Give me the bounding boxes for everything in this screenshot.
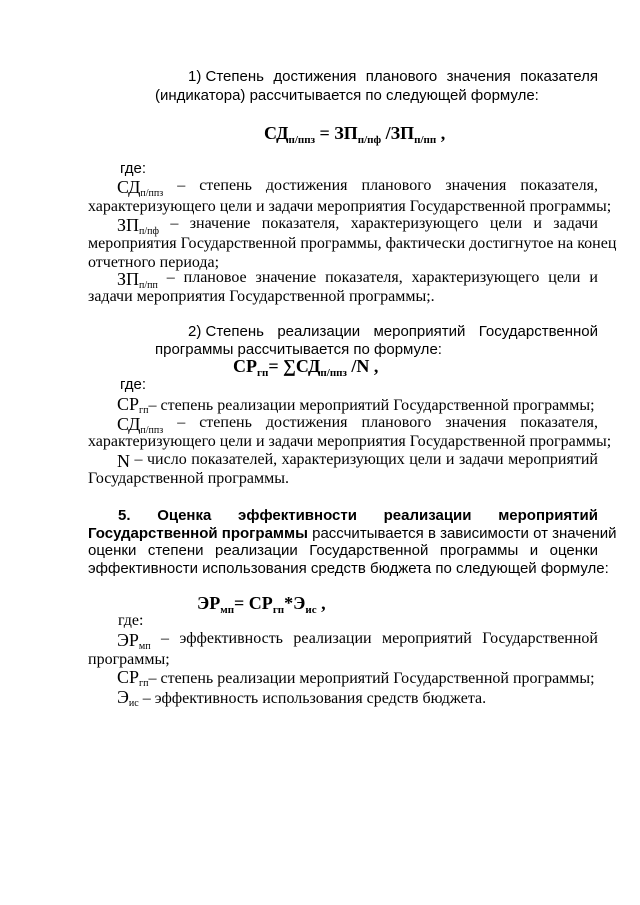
s1-def1-line2: характеризующего цели и задачи мероприятия Государственной программы; bbox=[88, 198, 612, 215]
word: значение bbox=[255, 269, 317, 286]
s1-def3-line2: задачи мероприятия Государственной программы;. bbox=[88, 288, 435, 305]
formula-part: , bbox=[436, 123, 446, 143]
s5-line2 bbox=[88, 525, 617, 543]
word: значения bbox=[445, 414, 507, 431]
word: оценки bbox=[549, 542, 598, 559]
symbol-text: ЗП bbox=[117, 269, 140, 289]
symbol bbox=[117, 414, 163, 435]
word: мероприятий bbox=[373, 323, 466, 340]
formula-sub: ис bbox=[305, 604, 317, 616]
word: степень bbox=[199, 414, 252, 431]
word: мероприятий bbox=[382, 630, 472, 647]
word: цели bbox=[489, 215, 523, 232]
word: оценки bbox=[88, 542, 137, 559]
formula-sub: мп bbox=[220, 604, 235, 616]
word: число bbox=[147, 451, 187, 468]
word: характеризующего bbox=[350, 215, 479, 232]
s1-def3-line1 bbox=[117, 269, 598, 290]
word: и bbox=[533, 215, 542, 232]
symbol-sub: гп bbox=[139, 405, 149, 416]
word: достижения bbox=[265, 177, 348, 194]
s2-def1 bbox=[117, 395, 595, 415]
word: значение bbox=[189, 215, 251, 232]
word: значения bbox=[446, 68, 511, 85]
s2-def3-line1 bbox=[117, 451, 598, 472]
symbol bbox=[117, 177, 163, 198]
text: рассчитывается в зависимости от значений bbox=[307, 525, 617, 542]
s5-line4: эффективности использования средств бюджета по следующей формуле: bbox=[88, 560, 609, 577]
word: и bbox=[589, 269, 598, 286]
bold-text: Государственной программы bbox=[88, 525, 308, 542]
symbol-text: СД bbox=[117, 414, 141, 434]
word: – bbox=[161, 630, 170, 647]
formula-sub: гп bbox=[272, 604, 285, 616]
symbol-sub: гп bbox=[139, 678, 149, 689]
definition-text: – степень реализации мероприятий Государственной программы; bbox=[148, 397, 595, 414]
s1-def2-line2: мероприятия Государственной программы, фактически достигнутое на конец bbox=[88, 235, 617, 252]
symbol-text: СР bbox=[117, 394, 140, 414]
word: мероприятий bbox=[508, 451, 598, 468]
s1-def1-line1 bbox=[117, 177, 598, 198]
s2-intro-line2: программы рассчитывается по формуле: bbox=[155, 341, 442, 358]
symbol bbox=[117, 394, 148, 414]
word: эффективность bbox=[179, 630, 283, 647]
word: планового bbox=[361, 414, 432, 431]
word: планового bbox=[365, 68, 438, 85]
formula-part: *Э bbox=[284, 593, 306, 613]
s1-where: где: bbox=[120, 160, 147, 177]
word: и bbox=[529, 542, 539, 559]
word: показателя, bbox=[261, 215, 340, 232]
word: показателя, bbox=[520, 177, 598, 194]
formula-part: ЭР bbox=[197, 593, 221, 613]
word: реализации bbox=[293, 630, 372, 647]
s5-def2 bbox=[117, 668, 595, 688]
symbol-text: ЭР bbox=[117, 630, 139, 650]
s1-formula bbox=[264, 123, 446, 146]
formula-sub: п/ппз bbox=[288, 134, 315, 146]
word: достижения bbox=[273, 68, 357, 85]
symbol bbox=[117, 215, 159, 236]
formula-part: /N , bbox=[346, 356, 379, 376]
word: – bbox=[177, 414, 186, 431]
word: степени bbox=[147, 542, 204, 559]
word: показателя, bbox=[520, 414, 598, 431]
word: цели bbox=[548, 269, 581, 286]
formula-part: /ЗП bbox=[381, 123, 415, 143]
section-number: 5. bbox=[118, 507, 131, 524]
word: 1) Степень bbox=[188, 68, 264, 85]
s5-def1-line1 bbox=[117, 630, 598, 651]
symbol-text: ЗП bbox=[117, 215, 140, 235]
s2-where: где: bbox=[120, 376, 147, 393]
word: характеризующего bbox=[411, 269, 540, 286]
s1-def2-line1 bbox=[117, 215, 598, 236]
word: Государственной bbox=[478, 323, 598, 340]
word: Государственной bbox=[482, 630, 598, 647]
symbol-sub: п/ппз bbox=[140, 188, 164, 199]
symbol-sub: п/ппз bbox=[140, 425, 164, 436]
formula-part: СР bbox=[233, 356, 257, 376]
word: – bbox=[177, 177, 186, 194]
word: – bbox=[134, 451, 143, 468]
symbol bbox=[117, 630, 151, 651]
word: – bbox=[166, 269, 175, 286]
word: программы bbox=[439, 542, 519, 559]
formula-part: = СР bbox=[234, 593, 273, 613]
s2-def2-line2: характеризующего цели и задачи мероприятия Государственной программы; bbox=[88, 433, 612, 450]
definition-text: – степень реализации мероприятий Государственной программы; bbox=[148, 670, 595, 687]
symbol-sub: п/пф bbox=[139, 226, 159, 237]
symbol-text: СД bbox=[117, 177, 141, 197]
symbol bbox=[117, 667, 148, 687]
word: мероприятий bbox=[498, 507, 598, 524]
s2-formula bbox=[233, 356, 379, 379]
word: Оценка bbox=[157, 507, 212, 524]
s5-def3 bbox=[117, 688, 486, 708]
formula-sub: п/пф bbox=[357, 134, 382, 146]
formula-sub: п/ппз bbox=[320, 367, 347, 379]
formula-part: = ЗП bbox=[315, 123, 358, 143]
s1-def2-line3: отчетного периода; bbox=[88, 254, 220, 271]
s5-where: где: bbox=[118, 612, 144, 629]
word: характеризующих bbox=[281, 451, 405, 468]
symbol bbox=[117, 687, 139, 707]
s5-line3 bbox=[88, 542, 598, 559]
s2-intro-line1 bbox=[188, 323, 598, 340]
symbol-sub: п/пп bbox=[139, 280, 158, 291]
word: и bbox=[445, 451, 455, 468]
s2-def2-line1 bbox=[117, 414, 598, 435]
word: значения bbox=[445, 177, 507, 194]
word: показателя, bbox=[325, 269, 403, 286]
word: плановое bbox=[183, 269, 247, 286]
symbol: N bbox=[117, 451, 130, 471]
word: реализации bbox=[383, 507, 472, 524]
symbol-sub: мп bbox=[138, 641, 151, 652]
word: показателя bbox=[520, 68, 598, 85]
word: – bbox=[170, 215, 179, 232]
formula-part: , bbox=[316, 593, 326, 613]
symbol-text: Э bbox=[117, 687, 129, 707]
s5-def1-line2: программы; bbox=[88, 651, 170, 668]
word: показателей, bbox=[191, 451, 278, 468]
formula-sub: гп bbox=[257, 367, 269, 379]
word: задачи bbox=[553, 215, 598, 232]
s2-def3-line2: Государственной программы. bbox=[88, 470, 289, 487]
word: эффективности bbox=[238, 507, 357, 524]
word: цели bbox=[409, 451, 442, 468]
word: степень bbox=[199, 177, 252, 194]
word: планового bbox=[361, 177, 432, 194]
definition-text: – эффективность использования средств бюджета. bbox=[138, 690, 487, 707]
s1-intro-line1 bbox=[188, 68, 598, 85]
symbol-sub: ис bbox=[128, 698, 139, 709]
s5-formula bbox=[197, 593, 326, 616]
formula-part: СД bbox=[264, 123, 289, 143]
word: реализации bbox=[214, 542, 298, 559]
symbol bbox=[117, 269, 158, 290]
formula-sub: п/пп bbox=[414, 134, 437, 146]
word: реализации bbox=[277, 323, 361, 340]
s5-heading-line1 bbox=[118, 507, 598, 524]
s1-intro-line2: (индикатора) рассчитывается по следующей формуле: bbox=[155, 87, 539, 104]
symbol-text: СР bbox=[117, 667, 140, 687]
word: Государственной bbox=[309, 542, 429, 559]
word: достижения bbox=[265, 414, 348, 431]
word: 2) Степень bbox=[188, 323, 264, 340]
formula-part: = ∑СД bbox=[268, 356, 321, 376]
word: задачи bbox=[458, 451, 504, 468]
